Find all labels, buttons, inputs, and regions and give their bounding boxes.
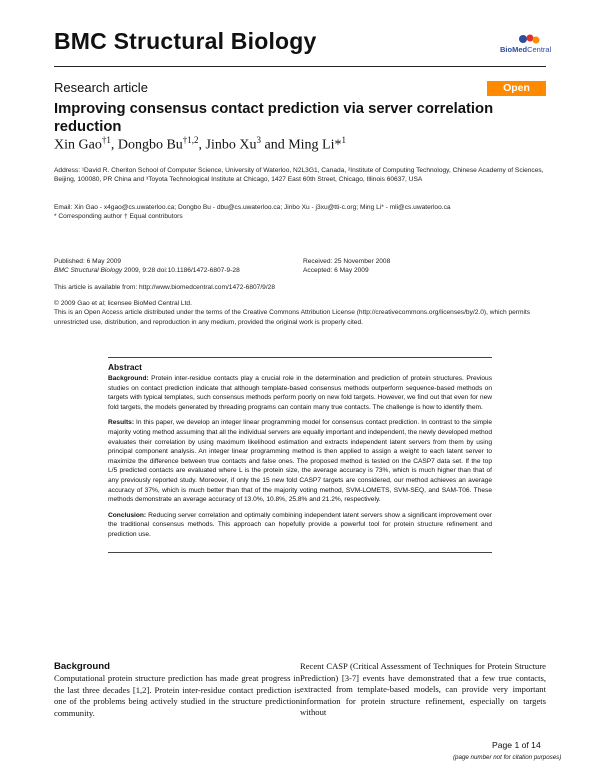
article-title: Improving consensus contact prediction via server correlation reduction <box>54 101 494 135</box>
citation-details: 2009, 9:28 doi:10.1186/1472-6807-9-28 <box>122 267 240 275</box>
copyright-line: © 2009 Gao et al; licensee BioMed Central Ltd. <box>54 300 192 307</box>
corresponding-note: * Corresponding author † Equal contributors <box>54 213 183 221</box>
author-affiliation: 1 <box>341 135 346 145</box>
received-info <box>303 257 543 276</box>
body-column-right: Recent CASP (Critical Assessment of Techniques for Protein Structure Prediction) [3-7] events have demonstrated that a few true contacts, extracted from template-based models, can provide very important information for protein structure refinement, especially on targets without <box>300 661 546 718</box>
biomed-central-logo[interactable] <box>500 33 560 55</box>
author-affiliation: †1,2 <box>182 135 199 145</box>
body-column-left: Computational protein structure prediction has made great progress in the last three decades [1,2]. Protein inter-residue contact prediction is one of the problems being actively studied in the structure prediction community. <box>54 673 300 718</box>
author-name: Xin Gao <box>54 137 102 153</box>
author-name: Ming Li* <box>288 137 342 153</box>
journal-title: BMC Structural Biology <box>54 28 317 54</box>
abstract-background-text: Protein inter-residue contacts play a crucial role in the determination and prediction of protein structures. Previous studies on contact prediction indicate that although template-based consensus methods outperform sequence-based methods on targets with typical templates, such consensus methods perform poorly on new fold targets. However, we find out that even for new fold targets, the models generated by threading programs can contain many true contacts. The challenge is how to identify them. <box>108 375 492 411</box>
logo-bio: Bio <box>500 45 513 54</box>
abstract-box <box>108 357 492 553</box>
logo-med: Med <box>512 45 528 54</box>
received-date: Received: 25 November 2008 <box>303 258 391 265</box>
author-separator: , <box>110 137 118 153</box>
abstract-background-label: Background: <box>108 375 149 382</box>
copyright-block <box>54 299 544 327</box>
author-affiliation: 3 <box>256 135 261 145</box>
accepted-date: Accepted: 6 May 2009 <box>303 267 369 275</box>
page-number: Page 1 of 14 <box>492 740 541 750</box>
abstract-conclusion <box>108 511 492 540</box>
article-type: Research article <box>54 80 148 95</box>
abstract-conclusion-label: Conclusion: <box>108 511 147 519</box>
citation <box>54 266 294 275</box>
email-line[interactable]: Email: Xin Gao - x4gao@cs.uwaterloo.ca; Dongbo Bu - dbu@cs.uwaterloo.ca; Jinbo Xu - j3xu@tti-c.org; Ming Li* - mli@cs.uwaterloo.ca <box>54 204 451 211</box>
author-separator: , <box>198 137 206 153</box>
section-heading-background: Background <box>54 661 110 672</box>
article-url[interactable]: This article is available from: http://www.biomedcentral.com/1472-6807/9/28 <box>54 284 275 291</box>
open-access-badge[interactable]: Open Access <box>487 81 546 96</box>
abstract-results-text: In this paper, we develop an integer linear programming model for consensus contact prediction. In contrast to the simple majority voting method assuming that all the individual servers are equally important and independent, the newly developed method evaluates their correlation by using maximum likelihood estimation and extracts independent latent servers from them by using principal component analysis. An integer linear programming method is then applied to assign a weight to each latent server to maximize the difference between true contacts and false ones. The proposed method is tested on the CASP7 data set. If the top L/5 predicted contacts are evaluated where L is the protein size, the average accuracy is 73%, which is much higher than that of any previously reported study. Moreover, if only the 15 new fold CASP7 targets are considered, our method achieves an average accuracy of 37%, which is much better than that of the majority voting method, SVM-LOMETS, SVM-SEQ, and SAM-T06. These methods demonstrate an average accuracy of 13.0%, 10.8%, 25.8% and 21.2%, respectively. <box>108 419 492 504</box>
author-separator: and <box>260 137 289 153</box>
biomed-logo-icon <box>518 33 540 45</box>
header-rule <box>54 66 546 67</box>
page-number-note: (page number not for citation purposes) <box>453 754 562 761</box>
author-affiliation: †1 <box>101 135 111 145</box>
author-list <box>54 135 346 154</box>
logo-central: Central <box>527 45 552 54</box>
author-name: Dongbo Bu <box>117 137 183 153</box>
citation-journal: BMC Structural Biology <box>54 267 123 275</box>
author-name: Jinbo Xu <box>205 137 257 153</box>
abstract-conclusion-text: Reducing server correlation and optimally combining independent latent servers show a significant improvement over the traditional consensus methods. This approach can hopefully provide a powerful tool for protein structure refinement and prediction use. <box>108 511 492 538</box>
published-date: Published: 6 May 2009 <box>54 258 122 265</box>
license-text[interactable]: This is an Open Access article distributed under the terms of the Creative Commons Attribution License (http://creativecommons.org/licenses/by/2.0), which permits unrestricted use, distribution, and reproduction in any medium, provided the original work is properly cited. <box>54 309 531 326</box>
abstract-background <box>108 374 492 412</box>
abstract-heading: Abstract <box>108 362 142 372</box>
abstract-results-label: Results: <box>108 419 135 427</box>
abstract-results <box>108 418 492 504</box>
author-emails <box>54 203 544 222</box>
author-addresses: Address: ¹David R. Cheriton School of Computer Science, University of Waterloo, N2L3G1, Canada, ²Institute of Computing Technology, Chinese Academy of Sciences, Beijing, 100080, PR China and ³Toyota Technological Institute at Chicago, 1427 East 60th Street, Chicago, Illinois 60637, USA <box>54 167 544 184</box>
publication-info <box>54 257 294 276</box>
